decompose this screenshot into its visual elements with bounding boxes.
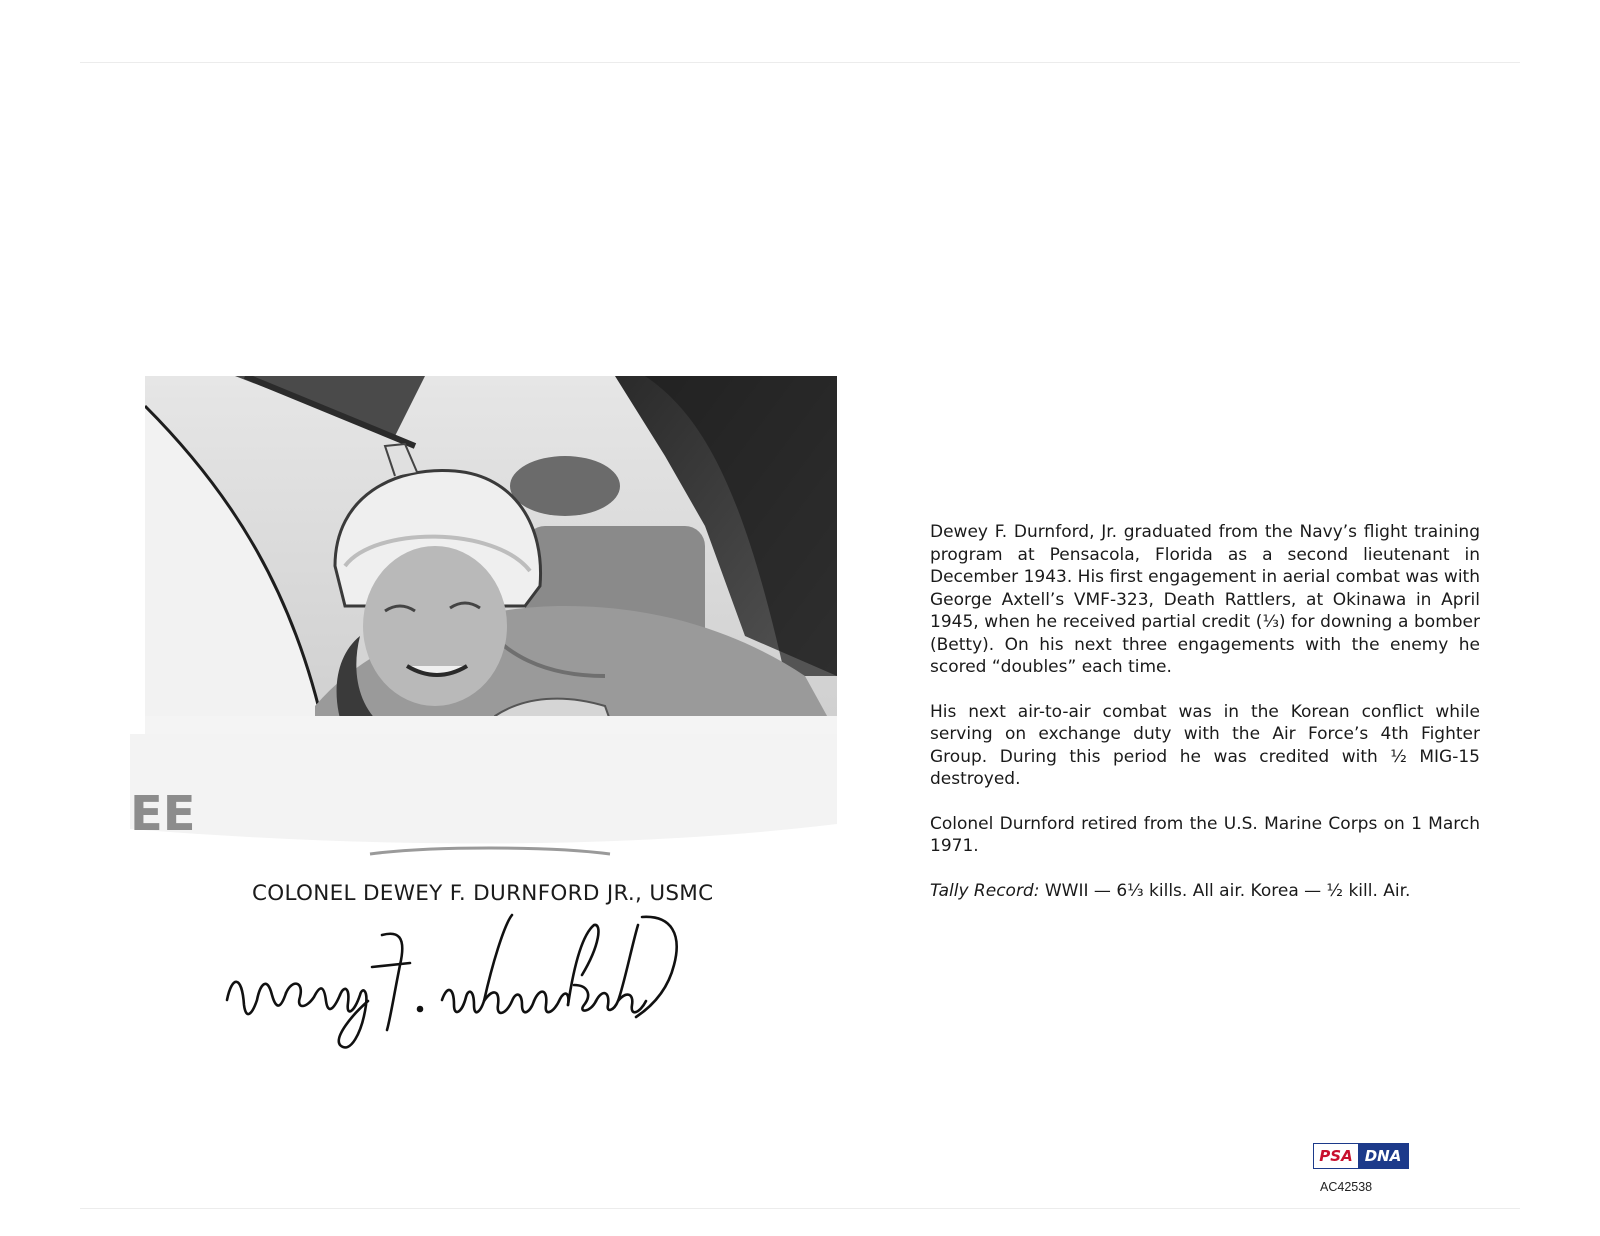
certificate-number: AC42538 [1320,1180,1373,1194]
pilot-photo-image [145,376,837,734]
psa-logo-part: PSA [1314,1144,1358,1168]
psa-dna-logo [1313,1143,1409,1169]
fuselage-lower-photo [130,734,837,874]
biography-text [930,521,1480,924]
tally-record [930,880,1480,903]
pilot-photo [145,376,837,734]
tally-text: WWII — 6⅓ kills. All air. Korea — ½ kill. Air. [1039,880,1411,901]
fuselage-lower-image [130,734,837,874]
page-bottom-edge [80,1208,1520,1209]
autograph-signature [222,905,692,1065]
page-top-edge [80,62,1520,63]
dna-logo-part: DNA [1358,1144,1408,1168]
photo-caption: COLONEL DEWEY F. DURNFORD JR., USMC [252,881,714,906]
fuselage-letters: EE [130,786,196,842]
bio-paragraph: Colonel Durnford retired from the U.S. Marine Corps on 1 March 1971. [930,813,1480,856]
bio-paragraph: His next air-to-air combat was in the Korean conflict while serving on exchange duty with the Air Force’s 4th Fighter Group. During this period he was credited with ½ MIG-15 destroyed. [930,701,1480,789]
tally-label: Tally Record: [930,880,1040,901]
bio-paragraph: Dewey F. Durnford, Jr. graduated from the Navy’s flight training program at Pensacola, Florida as a second lieutenant in December 1943. His first engagement in aerial combat was with George Axtell’s VMF-323, Death Rattlers, at Okinawa in April 1945, when he received partial credit (⅓) for downing a bomber (Betty). On his next three engagements with the enemy he scored “doubles” each time. [930,522,1480,677]
